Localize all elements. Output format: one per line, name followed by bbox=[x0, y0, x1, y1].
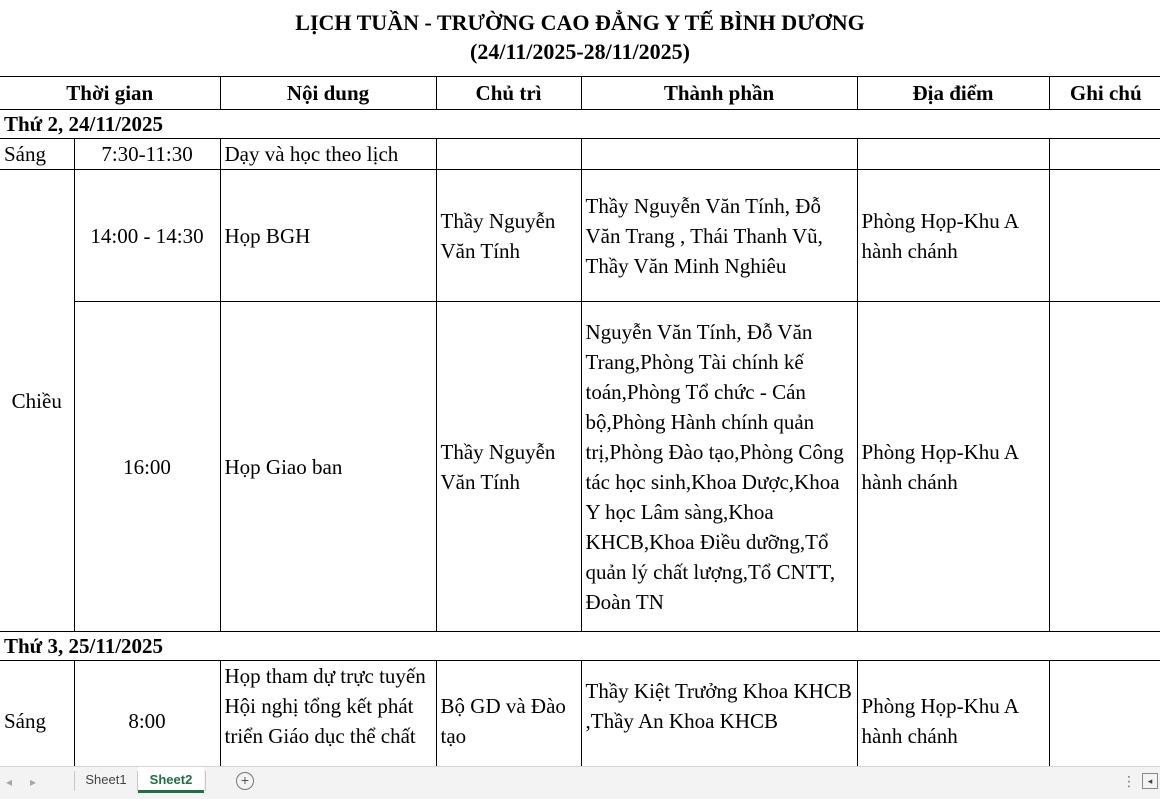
header-note[interactable]: Ghi chú bbox=[1049, 77, 1160, 110]
time-cell[interactable]: 7:30-11:30 bbox=[74, 139, 220, 170]
header-time[interactable]: Thời gian bbox=[0, 77, 220, 110]
content-cell[interactable]: Dạy và học theo lịch bbox=[220, 139, 436, 170]
time-cell[interactable]: 14:00 - 14:30 bbox=[74, 170, 220, 302]
header-participants[interactable]: Thành phần bbox=[581, 77, 857, 110]
note-cell[interactable] bbox=[1049, 139, 1160, 170]
note-cell[interactable] bbox=[1049, 170, 1160, 302]
next-sheet-icon[interactable]: ▸ bbox=[30, 775, 37, 789]
header-row bbox=[0, 77, 1160, 110]
chair-cell[interactable]: Bộ GD và Đào tạo bbox=[436, 661, 581, 767]
session-cell[interactable]: Sáng bbox=[0, 139, 74, 170]
session-cell[interactable]: Sáng bbox=[0, 661, 74, 767]
note-cell[interactable] bbox=[1049, 302, 1160, 632]
participants-cell[interactable]: Nguyễn Văn Tính, Đỗ Văn Trang,Phòng Tài chính kế toán,Phòng Tổ chức - Cán bộ,Phòng Hành chính quản trị,Phòng Đào tạo,Phòng Công tác học sinh,Khoa Dược,Khoa Y học Lâm sàng,Khoa KHCB,Khoa Điều dưỡng,Tổ quản lý chất lượng,Tổ CNTT, Đoàn TN bbox=[581, 302, 857, 632]
content-cell[interactable]: Họp Giao ban bbox=[220, 302, 436, 632]
session-cell[interactable]: Chiều bbox=[0, 170, 74, 632]
participants-cell[interactable]: Thầy Kiệt Trưởng Khoa KHCB ,Thầy An Khoa KHCB bbox=[581, 661, 857, 767]
day-row bbox=[0, 110, 1160, 139]
schedule-table bbox=[0, 76, 1160, 766]
tab-sheet1[interactable]: Sheet1 bbox=[85, 772, 127, 787]
more-options-icon[interactable]: ⋮ bbox=[1122, 773, 1136, 789]
prev-sheet-icon[interactable]: ◂ bbox=[6, 775, 13, 789]
tab-divider bbox=[74, 771, 75, 791]
location-cell[interactable]: Phòng Họp-Khu A hành chánh bbox=[857, 661, 1049, 767]
location-cell[interactable]: Phòng Họp-Khu A hành chánh bbox=[857, 302, 1049, 632]
chair-cell[interactable]: Thầy Nguyễn Văn Tính bbox=[436, 302, 581, 632]
scroll-left-icon[interactable]: ◂ bbox=[1142, 773, 1158, 789]
location-cell[interactable]: Phòng Họp-Khu A hành chánh bbox=[857, 170, 1049, 302]
chair-cell[interactable] bbox=[436, 139, 581, 170]
chair-cell[interactable]: Thầy Nguyễn Văn Tính bbox=[436, 170, 581, 302]
add-sheet-icon[interactable]: + bbox=[236, 772, 254, 790]
tab-divider bbox=[205, 771, 206, 791]
sheet-tab-bar bbox=[0, 766, 1160, 799]
time-cell[interactable]: 8:00 bbox=[74, 661, 220, 767]
tab-sheet2[interactable]: Sheet2 bbox=[138, 767, 204, 793]
note-cell[interactable] bbox=[1049, 661, 1160, 767]
day-row bbox=[0, 632, 1160, 661]
day-label[interactable]: Thứ 3, 25/11/2025 bbox=[0, 632, 1160, 661]
time-cell[interactable]: 16:00 bbox=[74, 302, 220, 632]
day-label[interactable]: Thứ 2, 24/11/2025 bbox=[0, 110, 1160, 139]
table-row bbox=[0, 302, 1160, 632]
header-content[interactable]: Nội dung bbox=[220, 77, 436, 110]
table-row bbox=[0, 170, 1160, 302]
table-row bbox=[0, 661, 1160, 767]
content-cell[interactable]: Họp tham dự trực tuyến Hội nghị tổng kết phát triển Giáo dục thể chất bbox=[220, 661, 436, 767]
participants-cell[interactable]: Thầy Nguyễn Văn Tính, Đỗ Văn Trang , Thái Thanh Vũ, Thầy Văn Minh Nghiêu bbox=[581, 170, 857, 302]
content-cell[interactable]: Họp BGH bbox=[220, 170, 436, 302]
header-chair[interactable]: Chủ trì bbox=[436, 77, 581, 110]
table-row bbox=[0, 139, 1160, 170]
location-cell[interactable] bbox=[857, 139, 1049, 170]
participants-cell[interactable] bbox=[581, 139, 857, 170]
schedule-title: LỊCH TUẦN - TRƯỜNG CAO ĐẲNG Y TẾ BÌNH DƯƠNG bbox=[295, 10, 865, 35]
schedule-date-range: (24/11/2025-28/11/2025) bbox=[470, 39, 690, 64]
header-location[interactable]: Địa điểm bbox=[857, 77, 1049, 110]
